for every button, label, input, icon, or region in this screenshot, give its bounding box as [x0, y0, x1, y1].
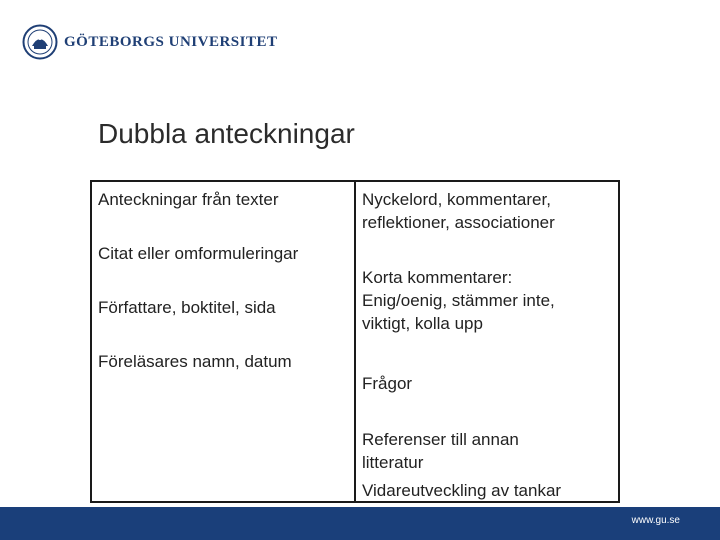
right-item-4-line-2: litteratur [362, 453, 424, 472]
left-item-4: Föreläsares namn, datum [98, 352, 292, 371]
university-name: GÖTEBORGS UNIVERSITET [64, 33, 278, 50]
column-divider [354, 182, 356, 501]
right-item-5 [362, 479, 561, 502]
left-item-1: Anteckningar från texter [98, 190, 279, 209]
right-item-2-line-3: viktigt, kolla upp [362, 314, 483, 333]
right-item-4 [362, 428, 519, 474]
right-item-3 [362, 372, 412, 395]
right-item-1-line-2: reflektioner, associationer [362, 213, 555, 232]
slide-title: Dubbla anteckningar [98, 118, 355, 149]
right-item-2-line-2: Enig/oenig, stämmer inte, [362, 291, 555, 310]
right-item-2 [362, 266, 555, 335]
left-item-2: Citat eller omformuleringar [98, 244, 299, 263]
left-item-3: Författare, boktitel, sida [98, 298, 276, 317]
footer-url[interactable]: www.gu.se [631, 515, 680, 526]
right-item-3-line-1: Frågor [362, 374, 413, 393]
right-item-1-line-1: Nyckelord, kommentarer, [362, 190, 551, 209]
footer-bar [0, 507, 720, 540]
right-item-2-line-1: Korta kommentarer: [362, 268, 513, 287]
right-item-5-line-1: Vidareutveckling av tankar [362, 481, 562, 500]
right-item-4-line-1: Referenser till annan [362, 430, 519, 449]
university-seal-icon [22, 24, 58, 60]
right-item-1 [362, 188, 555, 234]
notes-table [90, 180, 620, 503]
university-logo [22, 22, 277, 62]
